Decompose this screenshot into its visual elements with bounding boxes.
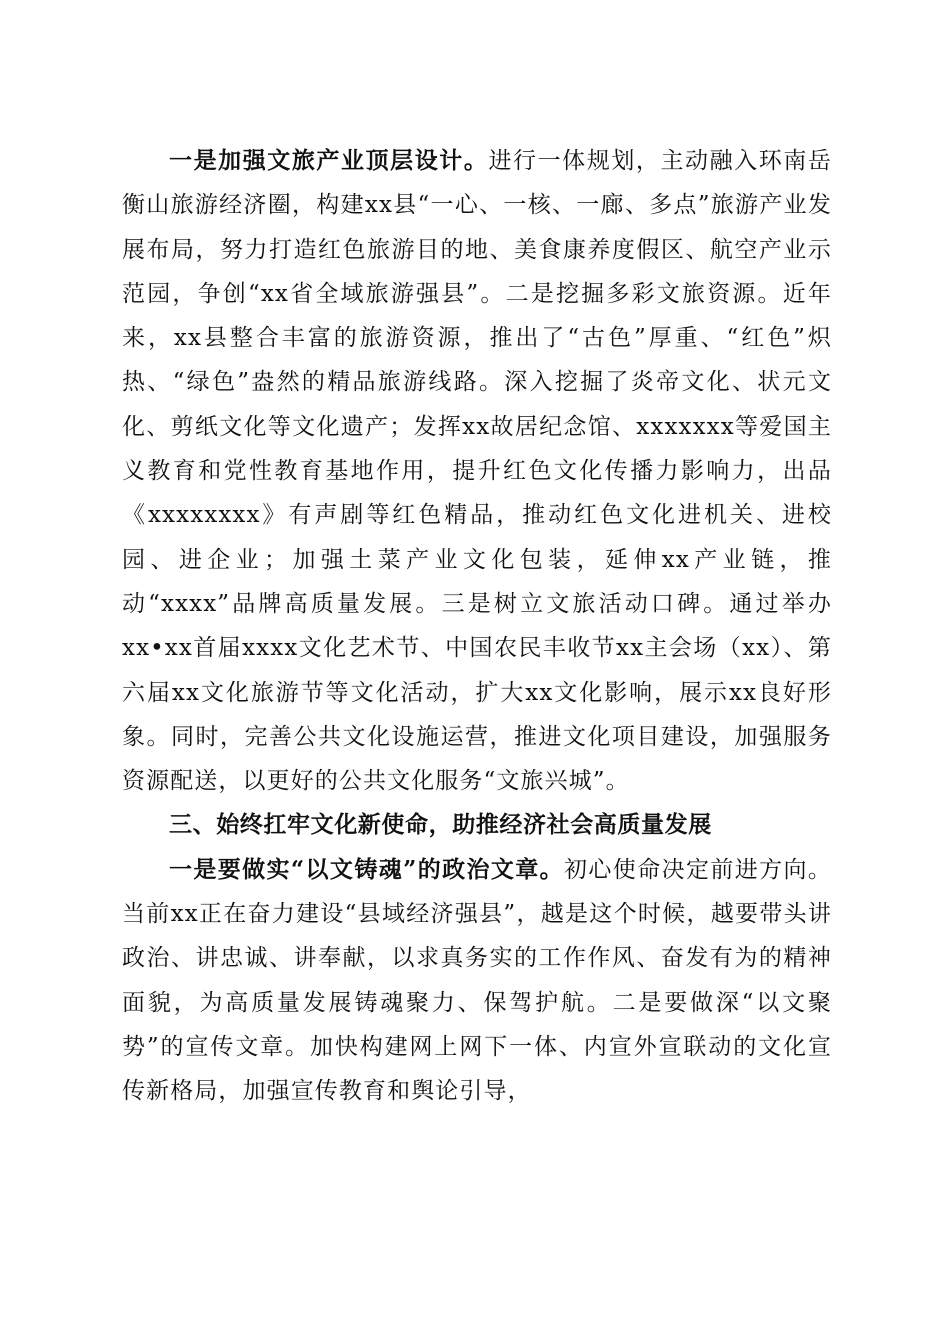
paragraph-tourism-design [122,139,832,803]
paragraph-body: 初心使命决定前进方向。当前xx正在奋力建设“县域经济强县”，越是这个时候，越要带头讲政治、讲忠诚、讲奉献，以求真务实的工作作风、奋发有为的精神面貌，为高质量发展铸魂聚力、保驾护航。二是要做深“以文聚势”的宣传文章。加快构建网上网下一体、内宣外宣联动的文化宣传新格局，加强宣传教育和舆论引导， [122,856,832,1105]
paragraph-body: 进行一体规划，主动融入环南岳衡山旅游经济圈，构建xx县“一心、一核、一廊、多点”旅游产业发展布局，努力打造红色旅游目的地、美食康养度假区、航空产业示范园，争创“xx省全域旅游强县”。二是挖掘多彩文旅资源。近年来，xx县整合丰富的旅游资源，推出了“古色”厚重、“红色”炽热、“绿色”盎然的精品旅游线路。深入挖掘了炎帝文化、状元文化、剪纸文化等文化遗产；发挥xx故居纪念馆、xxxxxxx等爱国主义教育和党性教育基地作用，提升红色文化传播力影响力，出品《xxxxxxxx》有声剧等红色精品，推动红色文化进机关、进校园、进企业；加强土菜产业文化包装，延伸xx产业链，推动“xxxx”品牌高质量发展。三是树立文旅活动口碑。通过举办xx•xx首届xxxx文化艺术节、中国农民丰收节xx主会场（xx）、第六届xx文化旅游节等文化活动，扩大xx文化影响，展示xx良好形象。同时，完善公共文化设施运营，推进文化项目建设，加强服务资源配送，以更好的公共文化服务“文旅兴城”。 [122,148,832,795]
paragraph-lead: 一是加强文旅产业顶层设计。 [169,147,489,174]
paragraph-lead: 一是要做实“以文铸魂”的政治文章。 [169,855,565,883]
document-page [122,139,832,1114]
section-heading: 三、始终扛牢文化新使命，助推经济社会高质量发展 [169,812,712,839]
paragraph-cultural-mission [122,848,832,1114]
